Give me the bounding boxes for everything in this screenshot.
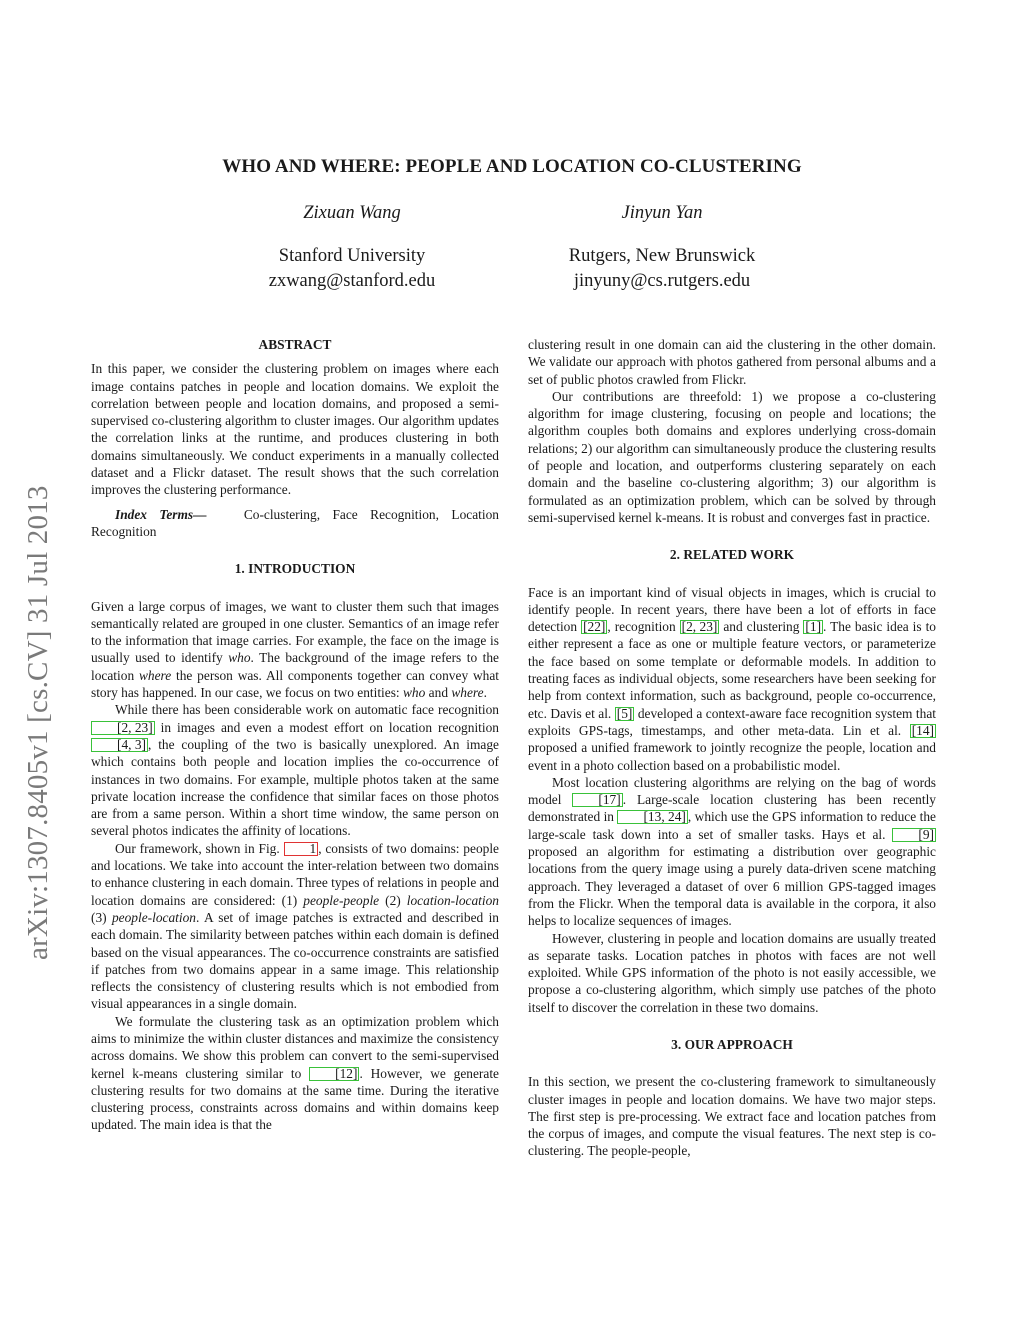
citation-link[interactable]: [17] xyxy=(572,793,622,807)
abstract-heading: ABSTRACT xyxy=(258,337,332,352)
index-terms-text: Co-clustering, Face Recognition, Location Recognition xyxy=(91,506,499,539)
citation-link[interactable]: [5] xyxy=(616,705,633,721)
paper-title: WHO AND WHERE: PEOPLE AND LOCATION CO-CLUSTERING xyxy=(222,156,802,177)
arxiv-identifier: arXiv:1307.8405v1 [cs.CV] 31 Jul 2013 xyxy=(22,485,54,960)
related-paragraph-2: Most location clustering algorithms are relying on the bag of words model [17] . Large-scale location clustering has been recently demonstrated in [13, 24] , which use the GPS information to reduce the large-scale task down into a set of smaller tasks. Hays et al. [9] proposed an algorithm for estimating a distribution over geographic locations from the query image using a purely data-driven scene matching approach. They leveraged a dataset of over 6 million GPS-tagged images from the Flickr. When the temporal data is available in the corpora, it also helps to localize sequences of images. xyxy=(528,774,937,929)
intro-paragraph-2: While there has been considerable work on automatic face recognition [2, 23] in images and even a modest effort on location recognition [4, 3] , the coupling of the two is basically unexplored. An image which contains both people and location implies the co-occurrence of instances in two domains. For example, multiple photos taken at the same private location increase the confidence that similar faces on those photos are from a same person. Within a short time window, the same person on several photos indicates the affinity of locations. xyxy=(91,702,499,839)
author-block-2 xyxy=(482,203,842,294)
citation-link[interactable]: [4, 3] xyxy=(91,738,148,752)
citation-link[interactable]: [9] xyxy=(892,828,936,842)
author-affiliation: Stanford University xyxy=(278,246,426,266)
index-terms-label: Index Terms— xyxy=(115,506,207,522)
intro-paragraph-1: Given a large corpus of images, we want to cluster them such that images semantically related are grouped in one cluster. Semantics of an image refer to the information that image carries. For example, the face on the image is usually used to identify who. The background of the image refers to the location where the person was. All components together can convey what story has happened. In our case, we focus on two entities: who and where. xyxy=(91,598,499,701)
approach-paragraph-1: In this section, we present the co-clustering framework to simultaneously cluster images in people and location domains. We have two major steps. The first step is pre-processing. We extract face and location patches from the corpus of images, and compute the visual features. The next step is co-clustering. The people-people, xyxy=(528,1074,936,1159)
author-block-1 xyxy=(172,203,532,294)
citation-link[interactable]: [14] xyxy=(911,722,934,738)
author-affiliation: Rutgers, New Brunswick xyxy=(568,246,756,266)
section-heading-related-work: 2. RELATED WORK xyxy=(669,547,795,563)
contributions-paragraph: Our contributions are threefold: 1) we propose a co-clustering algorithm for image clustering, focusing on people and locations; the algorithm couples both domains and explores underlying cross-domain relations; 2) our algorithm can simultaneously produce the clustering results of people and location, and outperforms clustering separately on each domain and the baseline co-clustering algorithm; 3) our algorithm is formulated as an optimization problem, which can be solved by through semi-supervised kernel k-means. It is robust and converges fast in practice. xyxy=(528,388,936,525)
right-column xyxy=(528,336,936,1160)
related-paragraph-3: However, clustering in people and location domains are usually treated as separate tasks. Location patches in photos with faces are not well exploited. While GPS information of the photo is not easily accessible, we propose a co-clustering algorithm, which simply use patches of the photo itself to discover the correlation in these two domains. xyxy=(528,930,936,1015)
author-name: Jinyun Yan xyxy=(621,203,703,223)
intro-paragraph-3: Our framework, shown in Fig. 1 , consists of two domains: people and locations. We take into account the inter-relation between two domains to enhance clustering in each domain. Three types of relations in people and location domains are considered: (1) people-people (2) location-location (3) people-location. A set of image patches is extracted and described in each domain. The similarity between patches within each domain is defined based on the visual appearances. The co-occurrence constraints are satisfied if patches from two domains appear in a same image. This relationship reflects the consistency of clustering results which is not embodied from visual appearances in a single domain. xyxy=(91,840,500,1012)
author-email: jinyuny@cs.rutgers.edu xyxy=(573,271,751,291)
citation-link[interactable]: [12] xyxy=(309,1067,359,1081)
intro-paragraph-4: We formulate the clustering task as an optimization problem which aims to minimize the within cluster distances and maximize the consistency across domains. We show this problem can convert to the semi-supervised kernel k-means clustering similar to [12] . However, we generate clustering results for two domains at the same time. During the iterative clustering process, constraints across domains and within domains keep updated. The main idea is that the xyxy=(91,1013,499,1133)
section-heading-introduction: 1. INTRODUCTION xyxy=(234,561,356,577)
citation-link[interactable]: [2, 23] xyxy=(681,619,718,635)
abstract-text: In this paper, we consider the clustering problem on images where each image contains patches in people and location domains. We exploit the correlation between people and location domains, and proposed a semi-supervised co-clustering algorithm to cluster images. Our algorithm updates the correlation links at the runtime, and produces clustering in both domains simultaneously. We conduct experiments in a manually collected dataset and a Flickr dataset. The result shows that the such correlation improves the clustering performance. xyxy=(91,361,499,498)
citation-link[interactable]: [1] xyxy=(805,619,822,635)
author-name: Zixuan Wang xyxy=(303,203,401,223)
citation-link[interactable]: [2, 23] xyxy=(91,721,155,735)
left-column xyxy=(91,336,499,1134)
index-terms xyxy=(91,506,499,541)
intro-continued: clustering result in one domain can aid the clustering in the other domain. We validate our approach with photos gathered from personal albums and a set of public photos crawled from Flickr. xyxy=(528,337,936,387)
citation-link[interactable]: [22] xyxy=(583,619,606,635)
citation-link[interactable]: [13, 24] xyxy=(617,810,687,824)
section-heading-our-approach: 3. OUR APPROACH xyxy=(671,1036,793,1052)
figure-link[interactable]: 1 xyxy=(284,842,319,856)
author-email: zxwang@stanford.edu xyxy=(268,271,436,291)
related-paragraph-1: Face is an important kind of visual objects in images, which is crucial to identify people. In recent years, there have been a lot of efforts in face detection [22] , recognition [2, 23] and clustering [1] . The basic idea is to either represent a face as one or multiple feature vectors, or parameterize the face based on some template or deformable models. In addition to treating faces as individual objects, some researchers have been seeking for help from context information, such as background, people co-occurrence, etc. Davis et al. [5] developed a context-aware face recognition system that exploits GPS-tags, timestamps, and other meta-data. Lin et al. [14] proposed a unified framework to jointly recognize the people, location and event in a photo collection based on a probabilistic model. xyxy=(528,584,936,773)
